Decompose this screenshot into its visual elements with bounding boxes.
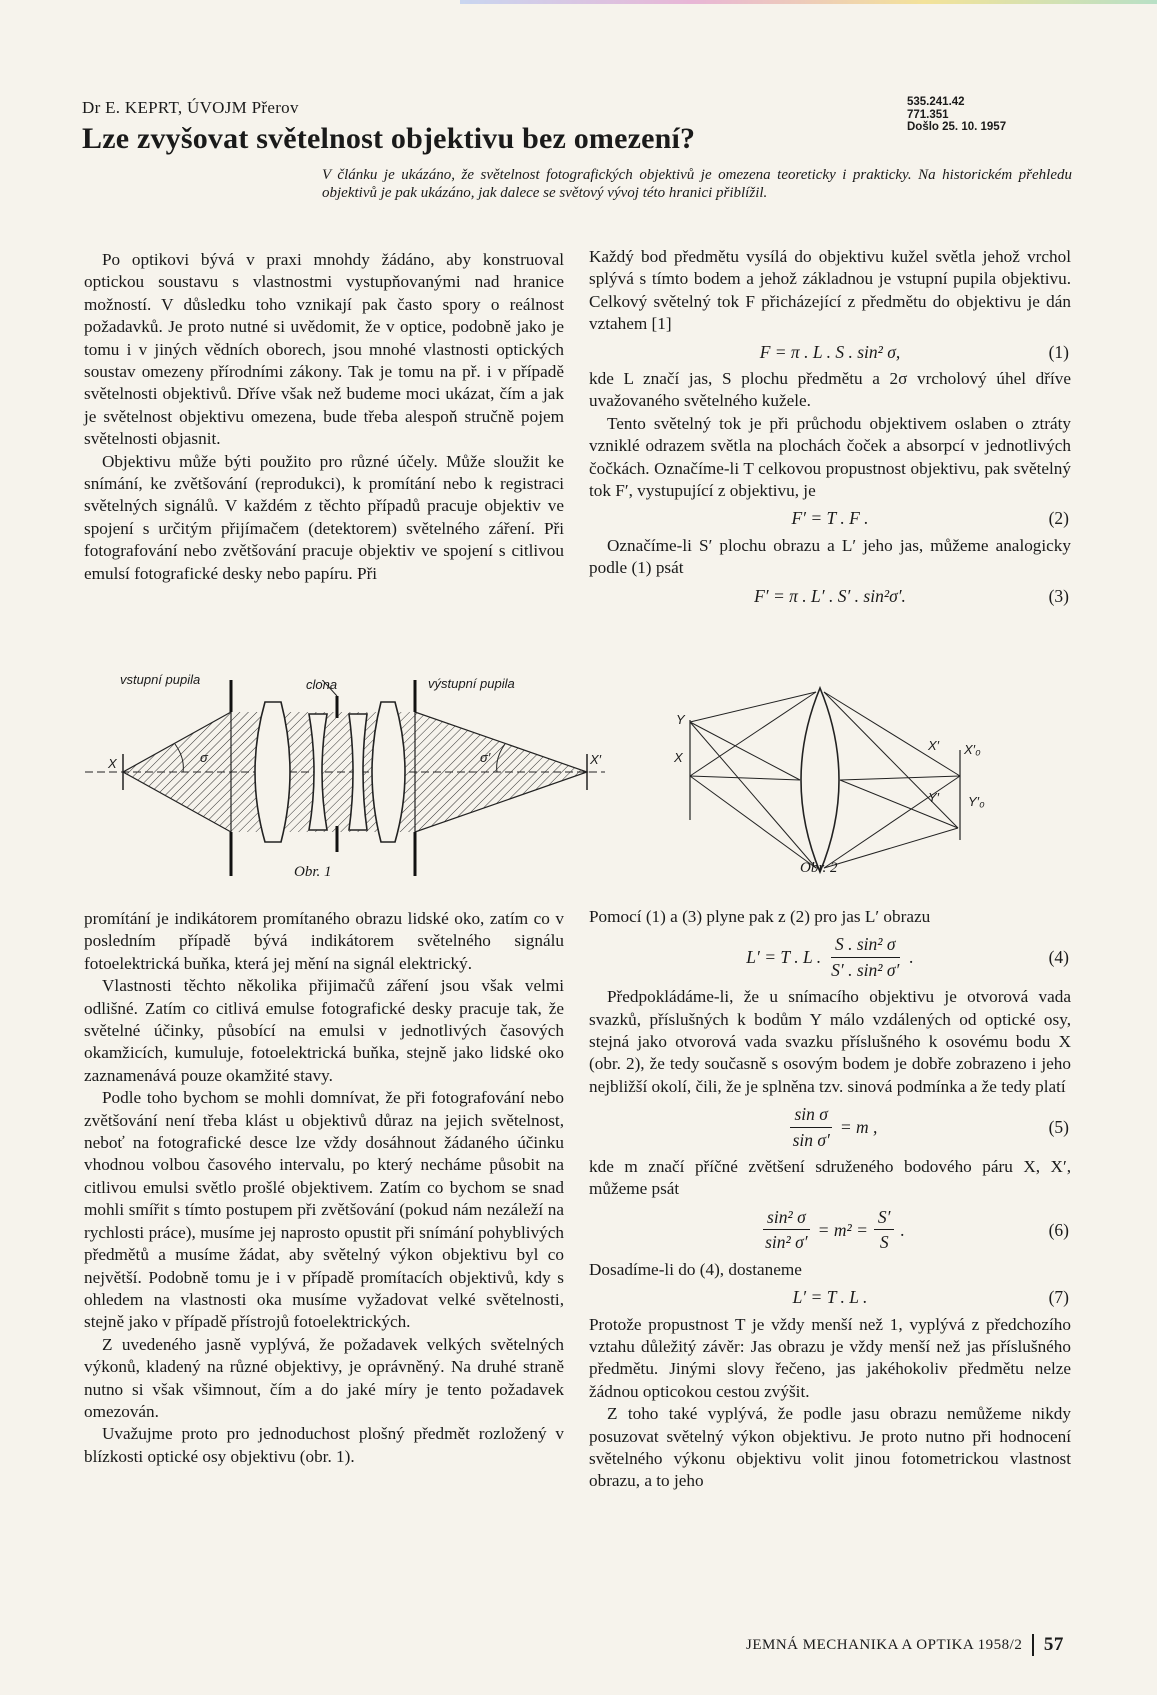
- equation-1: [589, 341, 1071, 363]
- ray: [824, 692, 958, 828]
- equation-number: (7): [1048, 1287, 1069, 1308]
- equation-body: F = π . L . S . sin² σ,: [759, 341, 901, 362]
- scan-color-strip: [460, 0, 1157, 4]
- equation-number: (6): [1048, 1219, 1069, 1240]
- figure-2-caption: Obr. 2: [800, 860, 838, 876]
- equation-7: [589, 1286, 1071, 1308]
- footer-divider: [1032, 1634, 1034, 1656]
- fraction: [789, 1103, 834, 1151]
- equation-body: F′ = T . F .: [791, 508, 869, 529]
- label-aperture-stop: clona: [306, 677, 338, 692]
- paragraph: Předpokládáme-li, že u snímacího objektivu je otvorová vada svazků, příslušných k bodům Y málo vzdálených od optické osy, stejná jako otvorová vada svazku příslušného k osovému bodu X (obr. 2), že tedy současně s osovým bodem je dobře zobrazeno i jeho nejbližší okolí, čili, že je splněna tzv. sinová podmínka a že tedy platí: [589, 987, 1071, 1096]
- paragraph: Označíme-li S′ plochu obrazu a L′ jeho jas, můžeme analogicky podle (1) psát: [589, 535, 1071, 578]
- fraction: [827, 933, 903, 981]
- udc-code-1: 535.241.42: [907, 96, 965, 108]
- label-point-x0: X′₀: [964, 742, 981, 757]
- udc-code-2: 771.351: [907, 108, 949, 121]
- exit-cone: [415, 712, 587, 832]
- equation-number: (2): [1048, 508, 1069, 529]
- ray: [840, 780, 958, 828]
- ray: [840, 776, 960, 780]
- ray: [690, 776, 816, 868]
- lens-element: [372, 702, 405, 842]
- denominator: S: [879, 1232, 889, 1253]
- label-entrance-pupil: vstupní pupila: [120, 672, 201, 687]
- figure-2-ray-diagram: [670, 680, 990, 880]
- paragraph: kde m značí příčné zvětšení sdruženého bodového páru X, X′, můžeme psát: [589, 1157, 1071, 1199]
- equation-number: (1): [1048, 341, 1069, 362]
- label-point-x-prime: X′: [590, 752, 602, 767]
- ray: [690, 776, 800, 780]
- ray: [690, 722, 800, 780]
- figure-1-lens-diagram: [85, 680, 605, 880]
- equation-body: L′ = T . L .: [792, 1287, 868, 1308]
- ray: [824, 692, 960, 776]
- abstract: V článku je ukázáno, že světelnost fotografických objektivů je omezena teoreticky i prakticky. Na historickém přehledu objektivů je pak ukázáno, jak dalece se světový vývoj této hranici přiblížil.: [322, 167, 1072, 201]
- label-exit-pupil: výstupní pupila: [428, 676, 515, 691]
- paragraph: Dosadíme-li do (4), dostaneme: [589, 1259, 802, 1279]
- equation-5: [589, 1103, 1071, 1151]
- article-title: Lze zvyšovat světelnost objektivu bez omezení?: [82, 122, 696, 155]
- ray: [690, 722, 816, 868]
- equation-6: [589, 1206, 1071, 1254]
- paragraph: Tento světelný tok je při průchodu objektivem oslaben o ztráty vzniklé odrazem světla na plochách čoček a absorpcí v jednotlivých čočkách. Označíme-li T celkovou propustnost objektivu, pak světelný tok F′, vystupující z objektivu, je: [589, 413, 1071, 501]
- numerator: sin σ: [790, 1103, 831, 1127]
- equation-number: (5): [1048, 1116, 1069, 1137]
- paragraph: Každý bod předmětu vysílá do objektivu kužel světla jehož vrchol splývá s tímto bodem a jehož základnou je vstupní pupila objektivu. Celkový světelný tok F přicházející z předmětu do objektivu je dán vztahem [1]: [589, 247, 1071, 334]
- equation-number: (4): [1048, 947, 1069, 968]
- column-4: [589, 906, 1071, 1493]
- received-date: Došlo 25. 10. 1957: [907, 121, 1007, 133]
- paragraph: Vlastnosti těchto několika přijimačů záření jsou však velmi odlišné. Zatím co citlivá emulse fotografické desky pracuje tak, že světelné účinky, působící na emulsi v jednotlivých časových okamžicích, kumuluje, fotoelektrická buňka, stejně jako lidské oko zaznamenává pouze okamžité stavy.: [84, 976, 564, 1085]
- equation-body: F′ = π . L′ . S′ . sin²σ′.: [754, 585, 906, 606]
- label-point-x: X: [108, 756, 117, 771]
- fraction: [761, 1206, 812, 1254]
- numerator: S . sin² σ: [831, 933, 900, 957]
- equation-tail: .: [909, 947, 914, 968]
- equation-rhs: = m ,: [839, 1116, 878, 1137]
- label-sigma-prime: σ′: [480, 750, 491, 765]
- paragraph: promítání je indikátorem promítaného obrazu lidské oko, zatím co v posledním případě bývá indikátorem světelného signálu fotoelektrická buňka, která jej mění na signál elektrický.: [84, 909, 564, 973]
- numerator: sin² σ: [763, 1206, 810, 1230]
- column-1: [84, 249, 564, 585]
- equation-number: (3): [1048, 585, 1069, 606]
- paragraph: Podle toho bychom se mohli domnívat, že při fotografování nebo zvětšování není třeba klást u objektivů důraz na jejich světelnost, neboť na fotografické desce lze vždy dosáhnout žádaného účinku vhodnou volbou časového intervalu, po který necháme působit na citlivou emulsi světlo prošlé objektivem. Zatím co bychom se snad mohli smířit s tímto postupem při zvětšování (pokud nám nezáleží na rychlosti práce), musíme jej naprosto opustit při snímání pohyblivých předmětů a musíme žádat, aby světelný výkon objektivu byl co největší. Podobně tomu je i v případě promítacích objektivů, kdy s ohledem na vlastnosti oka musíme vyžadovat velké světelnosti, stejně jako v případě přístrojů fotoelektrických.: [84, 1088, 564, 1332]
- paragraph: Z uvedeného jasně vyplývá, že požadavek velkých světelných výkonů, kladený na různé objektivy, je oprávněný. Na druhé straně nutno si však všimnout, čím a do jaké míry je tento požadavek omezován.: [84, 1334, 564, 1421]
- equation-lhs: L′ = T . L .: [746, 947, 822, 968]
- author-line: Dr E. KEPRT, ÚVOJM Přerov: [82, 98, 299, 117]
- equation-mid: = m² =: [817, 1219, 868, 1240]
- ray: [690, 692, 816, 722]
- ray: [824, 776, 960, 868]
- paragraph: Uvažujme proto pro jednoduchost plošný předmět rozložený v blízkosti optické osy objektivu (obr. 1).: [84, 1424, 564, 1466]
- entrance-cone: [123, 712, 231, 832]
- column-3: [84, 908, 564, 1468]
- equation-3: [589, 585, 1071, 607]
- journal-name: JEMNÁ MECHANIKA A OPTIKA 1958/2: [746, 1636, 1023, 1653]
- denominator: S′ . sin² σ′: [831, 959, 900, 980]
- fraction: [874, 1206, 895, 1254]
- lens-element: [255, 702, 290, 842]
- paragraph: Po optikovi bývá v praxi mnohdy žádáno, aby konstruoval optickou soustavu s vlastnostmi vystupňovanými nad hranice možností. V důsledku toho vznikají pak často spory o reálnost požadavků. Je proto nutné si uvědomit, že v optice, podobně jako je tomu i v jiných vědních oborech, jsou mnohé vlastnosti optických soustav omezeny přírodními zákony. Tak je tomu na př. i v případě světelnosti objektivů. Dříve však než budeme moci ukázat, čím a jak je světelnost objektivu omezena, bude třeba alespoň stručně pojem světelnosti objasnit.: [84, 250, 564, 449]
- page-number: 57: [1043, 1634, 1064, 1655]
- figure-1-caption: Obr. 1: [294, 864, 332, 880]
- label-point-y0: Y′₀: [968, 794, 985, 809]
- lens-element: [801, 688, 839, 872]
- label-point-y: Y: [676, 712, 685, 727]
- column-2: [589, 246, 1071, 612]
- equation-4: [589, 933, 1071, 981]
- ray: [690, 692, 816, 776]
- label-point-x: X: [674, 750, 683, 765]
- label-point-x-prime: X′: [928, 738, 940, 753]
- label-sigma: σ: [200, 750, 208, 765]
- paragraph: Protože propustnost T je vždy menší než 1, vyplývá z předchozího vztahu důležitý závěr: Jas obrazu je vždy menší než jas příslušného předmětu. Jinými slovy řečeno, jas jakéhokoliv předmětu nelze žádnou opticokou cestou zvýšit.: [589, 1314, 1071, 1401]
- paragraph: kde L značí jas, S plochu předmětu a 2σ vrcholový úhel dříve uvažovaného světelného kužele.: [589, 369, 1071, 411]
- paragraph: Z toho také vyplývá, že podle jasu obrazu nemůžeme nikdy posuzovat světelný výkon objektivu. Je proto nutno při hodnocení světelného výkonu objektivu volit jinou fotometrickou vlastnost obrazu, a to jeho: [589, 1404, 1071, 1491]
- page-footer: [746, 1634, 1064, 1656]
- denominator: sin σ′: [792, 1129, 830, 1150]
- denominator: sin² σ′: [765, 1232, 808, 1253]
- classification-meta: [907, 96, 1006, 134]
- paragraph: Objektivu může býti použito pro různé účely. Může sloužit ke snímání, ke zvětšování (reprodukci), k promítání nebo k registraci světelných signálů. V každém z těchto případů pracuje objektiv ve spojení s určitým přijímačem (detektorem) světelného záření. Při fotografování nebo zvětšování pracuje objektiv ve spojení s citlivou emulsí fotografické desky nebo papíru. Při: [84, 451, 564, 583]
- equation-2: [589, 507, 1071, 529]
- numerator: S′: [874, 1206, 895, 1230]
- equation-tail: .: [900, 1219, 905, 1240]
- ray: [824, 828, 958, 868]
- label-point-y-prime: Y′: [928, 790, 940, 805]
- paragraph: Pomocí (1) a (3) plyne pak z (2) pro jas L′ obrazu: [589, 907, 931, 926]
